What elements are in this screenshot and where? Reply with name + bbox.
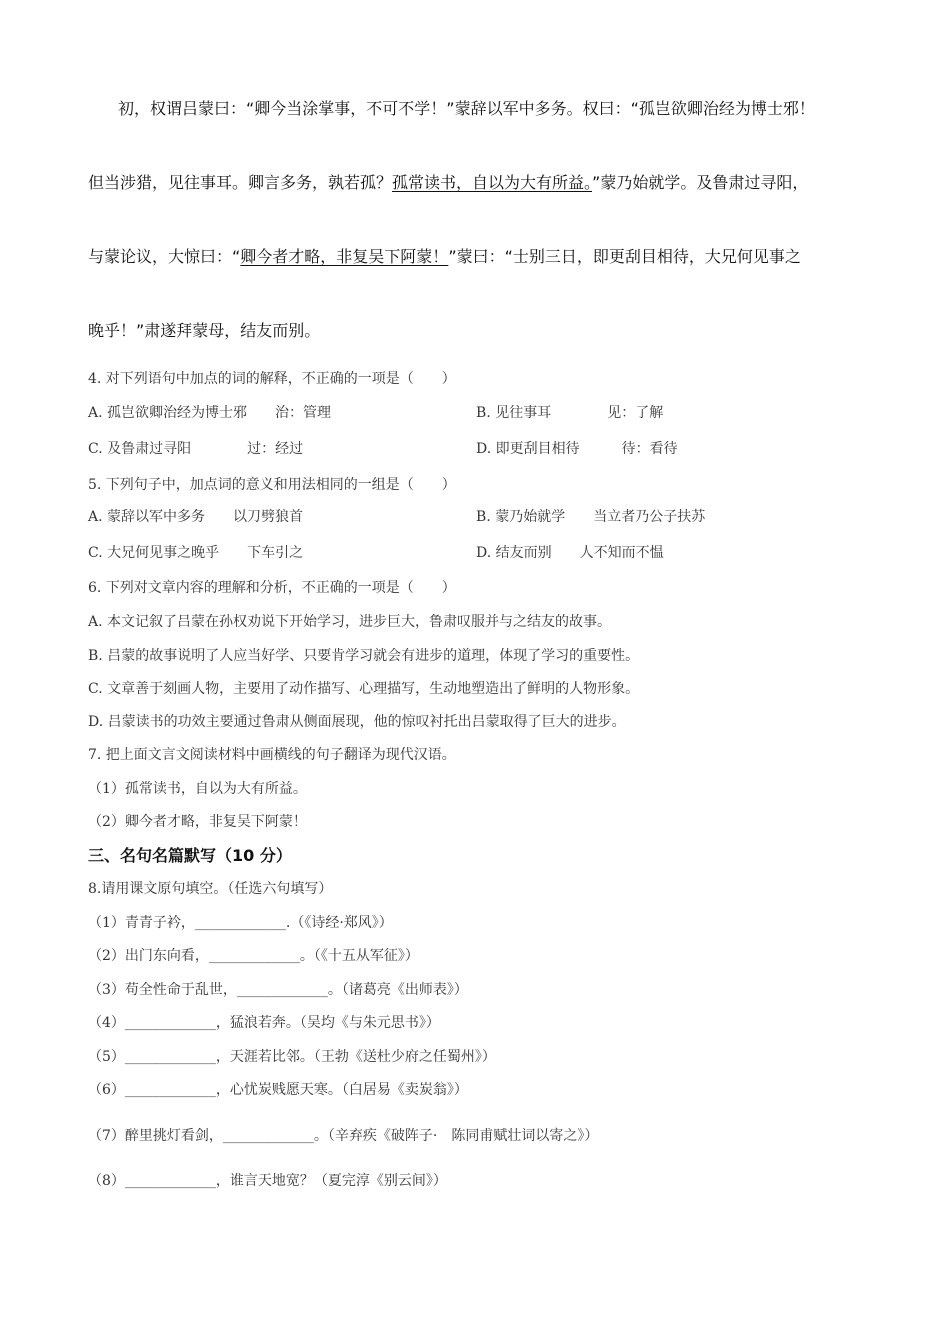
question-6-option-b: B. 吕蒙的故事说明了人应当好学、只要肯学习就会有进步的道理，体现了学习的重要性。 bbox=[88, 648, 640, 664]
question-6-stem: 6. 下列对文章内容的理解和分析，不正确的一项是（ ） bbox=[88, 580, 456, 596]
fill-blank-item-3: （3）苟全性命于乱世，_____________。（诸葛亮《出师表》） bbox=[88, 982, 468, 998]
question-7-stem: 7. 把上面文言文阅读材料中画横线的句子翻译为现代汉语。 bbox=[88, 747, 456, 763]
question-4-option-c: C. 及鲁肃过寻阳 过：经过 bbox=[88, 441, 304, 457]
question-8-stem: 8.请用课文原句填空。（任选六句填写） bbox=[88, 881, 333, 897]
passage-line-1 bbox=[118, 96, 815, 119]
question-4-option-a: A. 孤岂欲卿治经为博士邪 治：管理 bbox=[88, 405, 332, 421]
passage-text: ”蒙曰：“士别三日，即更刮目相待，大兄何见事之 bbox=[448, 247, 801, 266]
question-7-sentence-1: （1）孤常读书，自以为大有所益。 bbox=[88, 781, 307, 797]
passage-text: 晚乎！”肃遂拜蒙母，结友而别。 bbox=[88, 321, 321, 340]
passage-text: ”蒙乃始就学。及鲁肃过寻阳， bbox=[592, 173, 809, 192]
passage-text: 但当涉猎，见往事耳。卿言多务，孰若孤？ bbox=[88, 173, 393, 192]
question-5-option-b: B. 蒙乃始就学 当立者乃公子扶苏 bbox=[476, 509, 706, 525]
question-5-option-d: D. 结友而别 人不知而不愠 bbox=[476, 545, 664, 561]
passage-line-2 bbox=[88, 170, 808, 193]
underlined-sentence-1: 孤常读书，自以为大有所益。 bbox=[392, 173, 593, 192]
passage-line-3 bbox=[88, 244, 801, 267]
question-6-option-c: C. 文章善于刻画人物，主要用了动作描写、心理描写，生动地塑造出了鲜明的人物形象。 bbox=[88, 681, 640, 697]
question-4-stem: 4. 对下列语句中加点的词的解释，不正确的一项是（ ） bbox=[88, 371, 456, 387]
fill-blank-item-5: （5）_____________，天涯若比邻。（王勃《送杜少府之任蜀州》） bbox=[88, 1049, 496, 1065]
question-7-sentence-2: （2）卿今者才略，非复吴下阿蒙！ bbox=[88, 814, 307, 830]
question-5-stem: 5. 下列句子中，加点词的意义和用法相同的一组是（ ） bbox=[88, 477, 456, 493]
passage-line-4 bbox=[88, 318, 320, 341]
fill-blank-item-4: （4）_____________，猛浪若奔。（吴均《与朱元思书》） bbox=[88, 1015, 440, 1031]
passage-text: 与蒙论议，大惊曰：“ bbox=[88, 247, 241, 266]
fill-blank-item-8: （8）_____________，谁言天地宽？（夏完淳《别云间》） bbox=[88, 1173, 447, 1189]
question-4-option-b: B. 见往事耳 见：了解 bbox=[476, 405, 664, 421]
question-4-option-d: D. 即更刮目相待 待：看待 bbox=[476, 441, 678, 457]
question-6-option-a: A. 本文记叙了吕蒙在孙权劝说下开始学习，进步巨大，鲁肃叹服并与之结友的故事。 bbox=[88, 614, 612, 630]
underlined-sentence-2: 卿今者才略，非复吴下阿蒙！ bbox=[240, 247, 449, 266]
fill-blank-item-6: （6）_____________，心忧炭贱愿天寒。（白居易《卖炭翁》） bbox=[88, 1082, 468, 1098]
fill-blank-item-2: （2）出门东向看，_____________。（《十五从军征》） bbox=[88, 948, 419, 964]
passage-text: 初，权谓吕蒙曰：“卿今当涂掌事，不可不学！”蒙辞以军中多务。权曰：“孤岂欲卿治经为博士邪！ bbox=[118, 99, 815, 118]
section-3-heading: 三、名句名篇默写（10 分） bbox=[88, 846, 292, 865]
question-5-option-a: A. 蒙辞以军中多务 以刀劈狼首 bbox=[88, 509, 304, 525]
question-5-option-c: C. 大兄何见事之晚乎 下车引之 bbox=[88, 545, 304, 561]
question-6-option-d: D. 吕蒙读书的功效主要通过鲁肃从侧面展现，他的惊叹衬托出吕蒙取得了巨大的进步。 bbox=[88, 714, 626, 730]
fill-blank-item-1: （1）青青子衿，_____________.（《诗经·郑风》） bbox=[88, 915, 393, 931]
fill-blank-item-7: （7）醉里挑灯看剑，_____________。（辛弃疾《破阵子· 陈同甫赋壮词以寄之》） bbox=[88, 1128, 599, 1144]
